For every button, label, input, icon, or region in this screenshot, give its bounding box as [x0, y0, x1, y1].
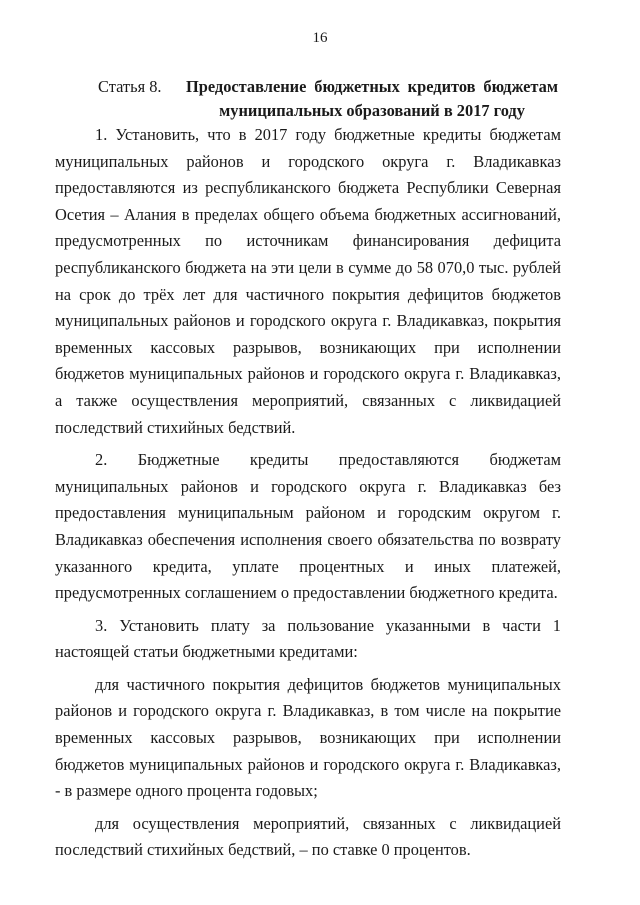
article-heading — [98, 75, 558, 123]
page-number: 16 — [312, 30, 328, 46]
paragraph-3-item-2: для осуществления мероприятий, связанных с ликвидацией последствий стихийных бедствий, – по ставке 0 процентов. — [55, 813, 561, 860]
paragraph-1: 1. Установить, что в 2017 году бюджетные кредиты бюджетам муниципальных районов и городского округа г. Владикавказ предоставляются из республиканского бюджета Республики Северная Осетия – Алания в пределах общего объема бюджетных ассигнований, предусмотренных по источникам финансирования дефицита республиканского бюджета на эти цели в сумме до 58 070,0 тыс. рублей на срок до трёх лет для частичного покрытия дефицитов бюджетов муниципальных районов и городского округа г. Владикавказ, покрытия временных кассовых разрывов, возникающих при исполнении бюджетов муниципальных районов и городского округа г. Владикавказ, а также осуществления мероприятий, связанных с ликвидацией последствий стихийных бедствий. — [55, 125, 561, 437]
article-label: Статья 8. — [98, 77, 162, 96]
article-title-line-1: Предоставление бюджетных кредитов бюджетам — [186, 77, 558, 96]
article-title — [186, 75, 558, 123]
paragraph-3-item-1: для частичного покрытия дефицитов бюджетов муниципальных районов и городского округа г. Владикавказ, в том числе на покрытие временных кассовых разрывов, возникающих при исполнении бюджетов муниципальных районов и городского округа г. Владикавказ, - в размере одного процента годовых; — [55, 674, 561, 801]
article-title-line-2: муниципальных образований в 2017 году — [219, 101, 525, 120]
paragraph-2: 2. Бюджетные кредиты предоставляются бюджетам муниципальных районов и городского округа г. Владикавказ без предоставления муниципальным районом и городским округом г. Владикавказ обеспечения исполнения своего обязательства по возврату указанного кредита, уплате процентных и иных платежей, предусмотренных соглашением о предоставлении бюджетного кредита. — [55, 450, 561, 603]
article-body — [55, 122, 561, 870]
paragraph-3: 3. Установить плату за пользование указанными в части 1 настоящей статьи бюджетными кредитами: — [55, 615, 561, 662]
